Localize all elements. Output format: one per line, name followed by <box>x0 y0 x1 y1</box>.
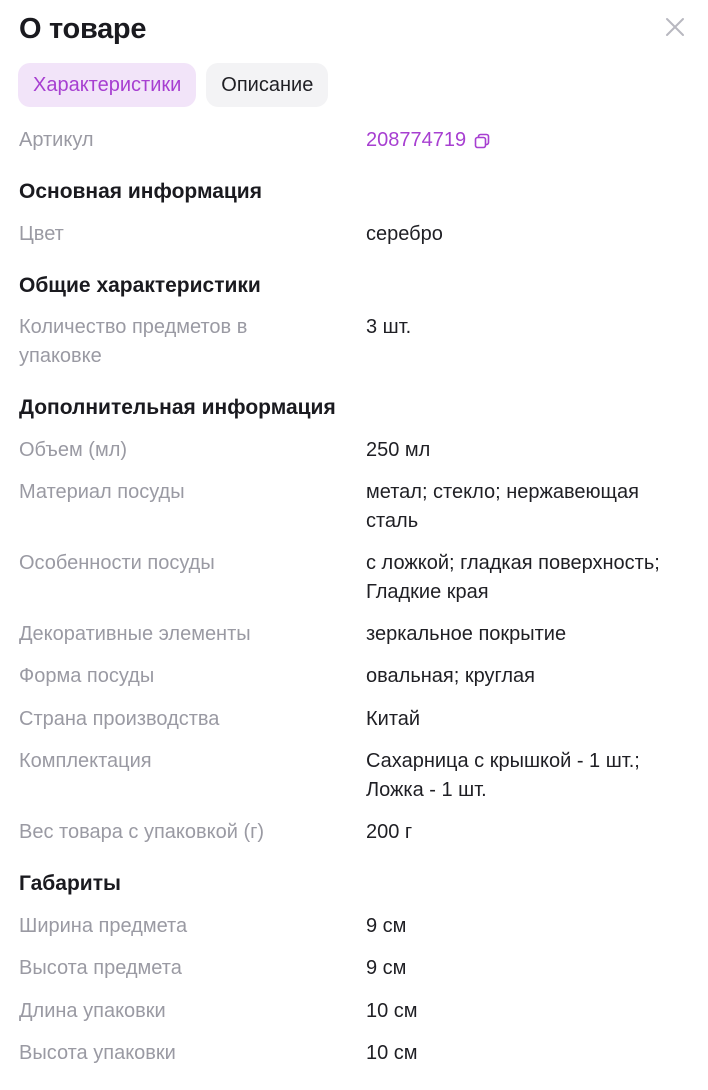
spec-label: Количество предметов в упаковке <box>19 316 248 367</box>
spec-value: 3 шт. <box>366 316 412 338</box>
spec-value: 10 см <box>366 1000 418 1022</box>
spec-value: 250 мл <box>366 439 431 461</box>
sku-value-group[interactable] <box>366 126 696 155</box>
sku-label: Артикул <box>19 129 94 151</box>
tabs <box>18 63 328 107</box>
tab-characteristics[interactable]: Характеристики <box>18 63 196 107</box>
spec-label: Длина упаковки <box>19 1000 166 1022</box>
spec-label: Материал посуды <box>19 481 185 503</box>
spec-label: Высота упаковки <box>19 1042 176 1064</box>
spec-value: метал; стекло; нержавеющая сталь <box>366 481 639 532</box>
section-title-dimensions: Габариты <box>19 872 121 895</box>
spec-label: Особенности посуды <box>19 552 215 574</box>
section-title-additional: Дополнительная информация <box>19 396 336 419</box>
spec-value: зеркальное покрытие <box>366 623 567 645</box>
spec-value: Сахарница с крышкой - 1 шт.; Ложка - 1 шт. <box>366 750 640 801</box>
spec-label: Высота предмета <box>19 957 182 979</box>
spec-label: Объем (мл) <box>19 439 128 461</box>
spec-label: Страна производства <box>19 708 220 730</box>
spec-value: 10 см <box>366 1042 418 1064</box>
page-title: О товаре <box>19 13 147 45</box>
spec-label: Ширина предмета <box>19 915 188 937</box>
sku-value[interactable]: 208774719 <box>366 129 467 151</box>
section-title-basic: Основная информация <box>19 180 262 203</box>
tab-description[interactable]: Описание <box>206 63 328 107</box>
section-title-general: Общие характеристики <box>19 274 261 297</box>
spec-value: овальная; круглая <box>366 665 535 687</box>
spec-label: Цвет <box>19 223 64 245</box>
spec-value: серебро <box>366 223 443 245</box>
spec-value: 200 г <box>366 821 413 843</box>
spec-label: Декоративные элементы <box>19 623 251 645</box>
spec-value: с ложкой; гладкая поверхность; Гладкие края <box>366 552 660 603</box>
spec-label: Комплектация <box>19 750 152 772</box>
spec-value: 9 см <box>366 915 407 937</box>
spec-label: Форма посуды <box>19 665 155 687</box>
close-button[interactable] <box>662 14 688 40</box>
spec-value: Китай <box>366 708 421 730</box>
close-icon <box>662 14 688 40</box>
copy-icon[interactable] <box>474 133 490 149</box>
spec-value: 9 см <box>366 957 407 979</box>
spec-label: Вес товара с упаковкой (г) <box>19 821 265 843</box>
